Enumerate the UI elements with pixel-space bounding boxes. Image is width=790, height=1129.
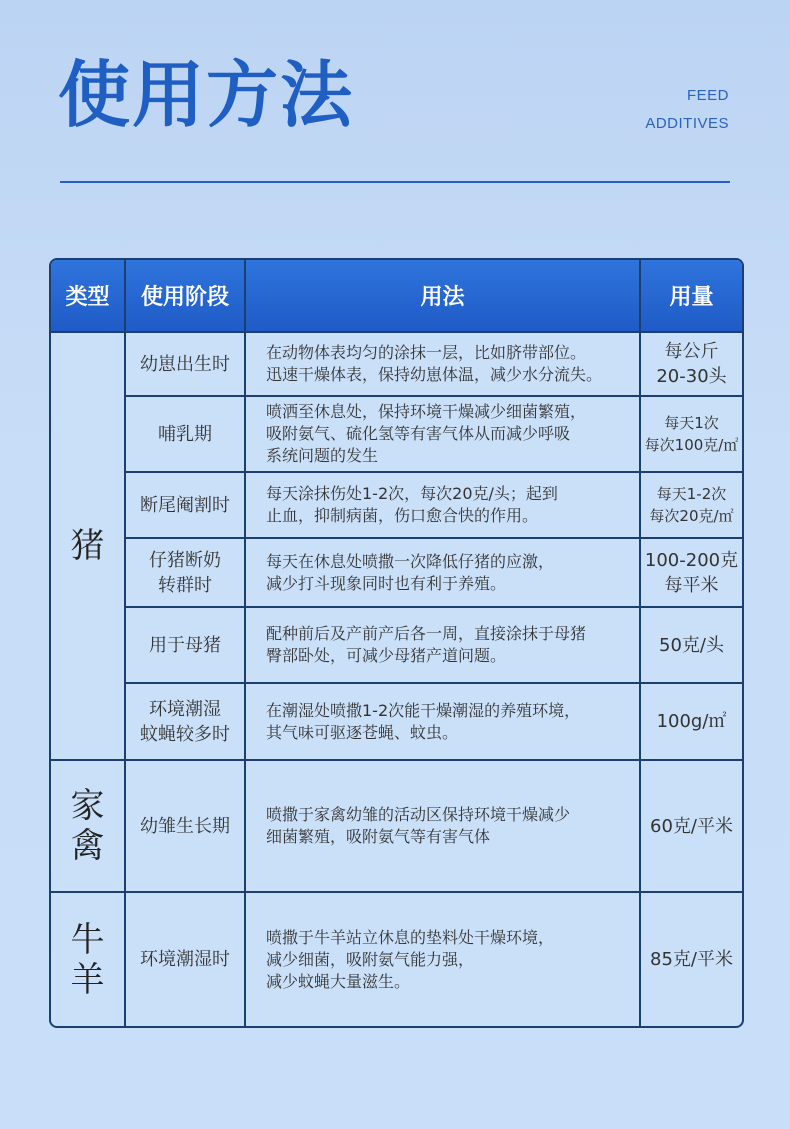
header-type: 类型 xyxy=(51,260,125,332)
header-usage: 用法 xyxy=(245,260,640,332)
table-row xyxy=(51,332,742,396)
dose-cell: 100-200克 每平米 xyxy=(640,538,742,607)
brand-tag xyxy=(645,82,729,138)
stage-cell: 环境潮湿时 xyxy=(125,892,245,1026)
dose-cell: 100g/㎡ xyxy=(640,683,742,760)
stage-cell: 用于母猪 xyxy=(125,607,245,683)
stage-cell: 环境潮湿 蚊蝇较多时 xyxy=(125,683,245,760)
table-row xyxy=(51,396,742,472)
usage-cell: 在潮湿处喷撒1-2次能干燥潮湿的养殖环境， 其气味可驱逐苍蝇、蚊虫。 xyxy=(245,683,640,760)
page-title: 使用方法 xyxy=(58,52,355,137)
title-divider xyxy=(60,181,730,183)
stage-cell: 仔猪断奶 转群时 xyxy=(125,538,245,607)
brand-tag-line2: ADDITIVES xyxy=(645,115,729,132)
dose-cell: 50克/头 xyxy=(640,607,742,683)
usage-cell: 配种前后及产前产后各一周，直接涂抹于母猪 臀部卧处，可减少母猪产道问题。 xyxy=(245,607,640,683)
stage-cell: 哺乳期 xyxy=(125,396,245,472)
header-dose: 用量 xyxy=(640,260,742,332)
header-stage: 使用阶段 xyxy=(125,260,245,332)
usage-table xyxy=(51,260,742,1026)
table-row xyxy=(51,683,742,760)
dose-cell: 每天1次 每次100克/㎡ xyxy=(640,396,742,472)
usage-cell: 喷撒于牛羊站立休息的垫料处干燥环境， 减少细菌，吸附氨气能力强， 减少蚊蝇大量滋生。 xyxy=(245,892,640,1026)
type-cell-pig: 猪 xyxy=(51,332,125,760)
type-cell-cattle-sheep: 牛羊 xyxy=(51,892,125,1026)
table-row xyxy=(51,892,742,1026)
stage-cell: 幼崽出生时 xyxy=(125,332,245,396)
usage-table-container xyxy=(49,258,744,1028)
usage-cell: 每天涂抹伤处1-2次，每次20克/头；起到 止血，抑制病菌，伤口愈合快的作用。 xyxy=(245,472,640,538)
stage-cell: 断尾阉割时 xyxy=(125,472,245,538)
dose-cell: 85克/平米 xyxy=(650,949,733,970)
table-row xyxy=(51,472,742,538)
usage-cell: 喷洒至休息处，保持环境干燥减少细菌繁殖， 吸附氨气、硫化氢等有害气体从而减少呼吸 系统问题的发生 xyxy=(245,396,640,472)
dose-cell: 60克/平米 xyxy=(640,760,742,892)
table-row xyxy=(51,538,742,607)
usage-cell: 在动物体表均匀的涂抹一层，比如脐带部位。 迅速干燥体表，保持幼崽体温，减少水分流失。 xyxy=(245,332,640,396)
type-cell-poultry: 家禽 xyxy=(51,760,125,892)
brand-tag-line1: FEED xyxy=(686,87,729,104)
dose-cell: 每天1-2次 每次20克/㎡ xyxy=(640,472,742,538)
table-row xyxy=(51,760,742,892)
table-row xyxy=(51,607,742,683)
usage-cell: 每天在休息处喷撒一次降低仔猪的应激， 减少打斗现象同时也有利于养殖。 xyxy=(245,538,640,607)
table-header-row xyxy=(51,260,742,332)
usage-cell: 喷撒于家禽幼雏的活动区保持环境干燥减少 细菌繁殖，吸附氨气等有害气体 xyxy=(245,760,640,892)
dose-cell: 每公斤 20-30头 xyxy=(640,332,742,396)
stage-cell: 幼雏生长期 xyxy=(125,760,245,892)
